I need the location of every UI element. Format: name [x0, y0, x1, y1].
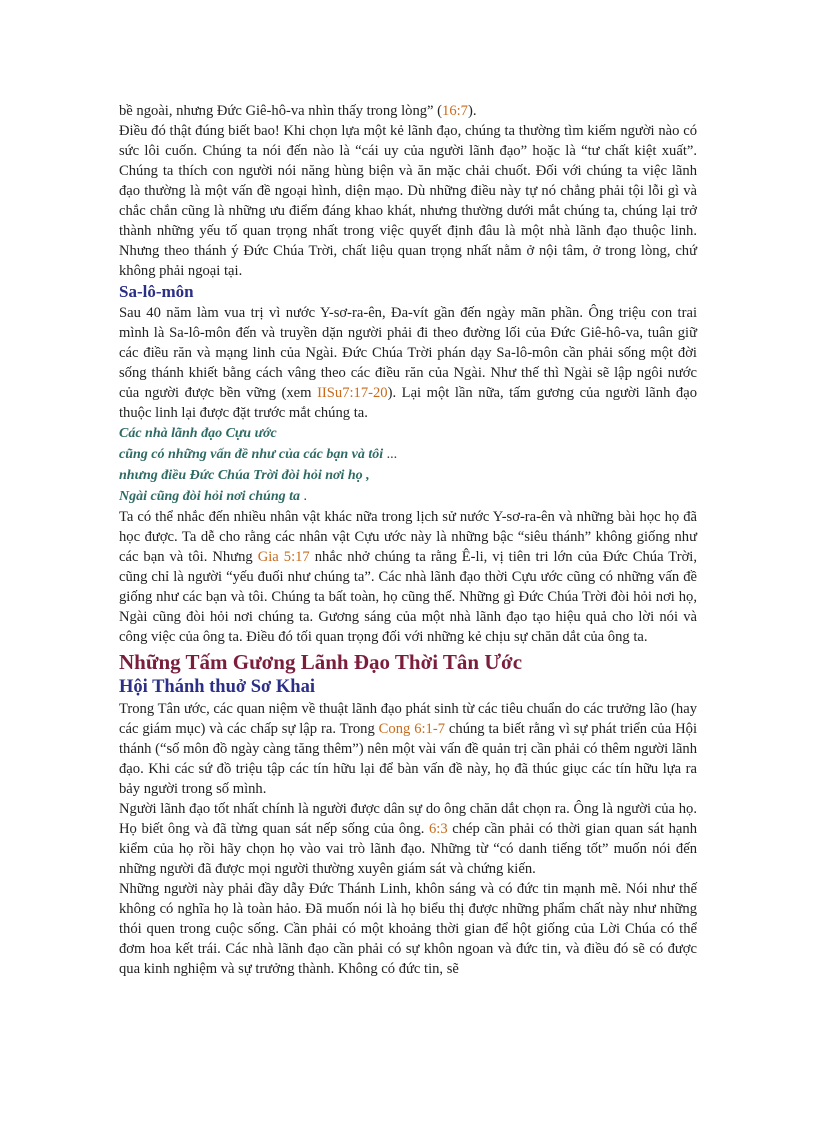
heading-new-testament-examples: Những Tấm Gương Lãnh Đạo Thời Tân Ước — [119, 650, 523, 674]
paragraph-leadership-concepts: Trong Tân ước, các quan niệm về thuật lãnh đạo phát sinh từ các tiêu chuẩn do các trưởng lão (hay các giám mục) và các chấp sự lập ra. Trong Cong 6:1-7 chúng ta biết rằng vì sự phát triển của Hội thánh (“số môn đồ ngày càng tăng thêm”) nên một vài vấn đề quản trị cần phải có thêm người lãnh đạo. Khi các sứ đồ triệu tập các tín hữu lại để bàn vấn đề này, họ đã thúc giục các tín hữu lựa ra bảy người trong số mình. — [119, 701, 698, 797]
paragraph-solomon: Sau 40 năm làm vua trị vì nước Y-sơ-ra-ên, Đa-vít gần đến ngày mãn phần. Ông triệu con trai mình là Sa-lô-môn đến và truyền dặn người phải đi theo đường lối của Đức Giê-hô-va, tuân giữ các điều răn và mạng linh của Ngài. Đức Chúa Trời phán dạy Sa-lô-môn cần phải sống một đời sống thánh khiết bằng cách vâng theo các điều răn của Ngài. Như thế thì Ngài sẽ lập ngôi nước của người được bền vững (xem IISu7:17-20). Lại một lần nữa, tấm gương của người lãnh đạo thuộc linh lại được đặt trước mắt chúng ta. — [119, 305, 697, 421]
paragraph-choosing-leader: Điều đó thật đúng biết bao! Khi chọn lựa một kẻ lãnh đạo, chúng ta thường tìm kiếm người nào có sức lôi cuốn. Chúng ta nói đến nào là “cái uy của người lãnh đạo” hoặc là “tư chất kiệt xuất”. Chúng ta thích con người nói năng hùng biện và ăn mặc chải chuốt. Đối với chúng ta việc lãnh đạo thường là một vấn đề ngoại hình, diện mạo. Dù những điều này tự nó chẳng phải tội lỗi gì và chắc chắn cũng là những ưu điểm đáng khao khát, nhưng thường dưới mắt chúng ta, chúng lại trở thành những yếu tố quan trọng nhất trong việc quyết định đâu là một nhà lãnh đạo thuộc linh. Nhưng theo thánh ý Đức Chúa Trời, chất liệu quan trọng nhất nằm ở nội tâm, ở trong lòng, chứ không phải ngoại tại. — [119, 123, 697, 279]
callout-quote — [119, 423, 697, 507]
paragraph-best-leader: Người lãnh đạo tốt nhất chính là người được dân sự do ông chăn dắt chọn ra. Ông là người của họ. Họ biết ông và đã từng quan sát nếp sống của ông. 6:3 chép cần phải có thời gian quan sát hạnh kiểm của họ rồi hãy chọn họ vào vai trò lãnh đạo. Những từ “có danh tiếng tốt” muốn nói đến những người đã được mọi người thường xuyên giám sát và chứng kiến. — [119, 801, 698, 877]
quote-line: nhưng điều Đức Chúa Trời đòi hỏi nơi họ , — [119, 468, 370, 483]
quote-line: Ngài cũng đòi hỏi nơi chúng ta . — [119, 489, 308, 504]
paragraph-intro: bề ngoài, nhưng Đức Giê-hô-va nhìn thấy trong lòng” (16:7). — [119, 103, 477, 119]
quote-line: Các nhà lãnh đạo Cựu ước — [119, 426, 277, 441]
paragraph-old-testament-leaders: Ta có thể nhắc đến nhiều nhân vật khác nữa trong lịch sử nước Y-sơ-ra-ên và những bài học họ đã học được. Ta dễ cho rằng các nhân vật Cựu ước này là những bậc “siêu thánh” không giống như các bạn và tôi. Nhưng Gia 5:17 nhắc nhở chúng ta rằng Ê-li, vị tiên tri lớn của Đức Chúa Trời, cũng chỉ là người “yếu đuối như chúng ta”. Các nhà lãnh đạo thời Cựu ước cũng có những vấn đề giống như các bạn và tôi. Chúng ta bất toàn, họ cũng thế. Những gì Đức Chúa Trời đòi hỏi nơi họ, Ngài cũng đòi hỏi nơi chúng ta. Gương sáng của một nhà lãnh đạo tạo hiệu quả cho lời nói và công việc của ông ta. Điều đó tối quan trọng đối với những kẻ chịu sự chăn dắt của ông ta. — [119, 509, 697, 645]
scripture-link[interactable]: Gia 5:17 — [257, 549, 310, 565]
quote-line: cũng có những vấn đề như của các bạn và tôi ... — [119, 447, 398, 462]
scripture-link[interactable]: IISu7:17-20 — [317, 385, 388, 401]
scripture-link[interactable]: Cong 6:1-7 — [378, 721, 446, 737]
heading-solomon: Sa-lô-môn — [119, 282, 194, 301]
scripture-link[interactable]: 6:3 — [429, 821, 448, 837]
scripture-link[interactable]: 16:7 — [442, 103, 468, 119]
document-page — [119, 101, 697, 979]
heading-early-church: Hội Thánh thuở Sơ Khai — [119, 677, 315, 697]
paragraph-holy-spirit: Những người này phải đầy dẫy Đức Thánh Linh, khôn sáng và có đức tin mạnh mẽ. Nói như thế không có nghĩa họ là toàn hảo. Đã muốn nói là họ biểu thị được những phẩm chất này như những thói quen trong cuộc sống. Cần phải có một khoảng thời gian để hột giống của Lời Chúa có thể đơm hoa kết trái. Các nhà lãnh đạo cần phải có sự khôn ngoan và đức tin, và điều đó sẽ có được qua kinh nghiệm và sự trưởng thành. Không có đức tin, sẽ — [119, 881, 697, 977]
